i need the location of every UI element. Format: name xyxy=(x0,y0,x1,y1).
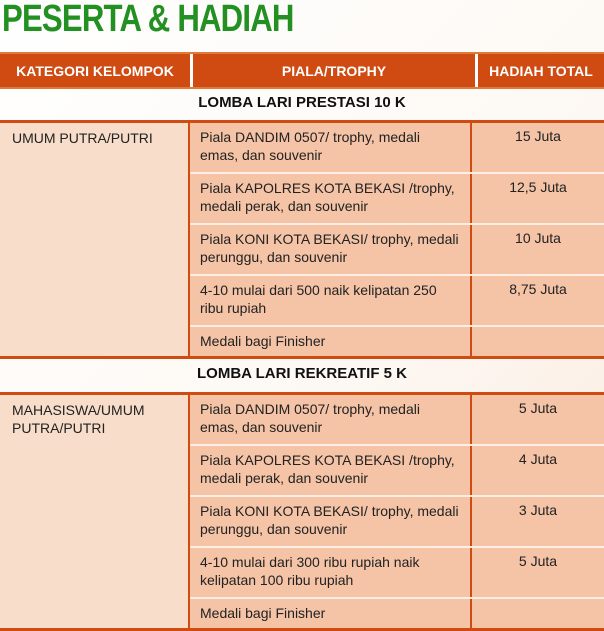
table-row xyxy=(190,446,604,497)
prize-cell: 10 Juta xyxy=(472,225,604,274)
section-title: LOMBA LARI PRESTASI 10 K xyxy=(198,94,406,111)
trophy-cell: Piala KAPOLRES KOTA BEKASI /trophy, medali perak, dan souvenir xyxy=(190,174,472,223)
trophy-cell: Piala DANDIM 0507/ trophy, medali emas, dan souvenir xyxy=(190,395,472,444)
trophy-cell: 4-10 mulai dari 300 ribu rupiah naik kelipatan 100 ribu rupiah xyxy=(190,548,472,597)
trophy-cell: Medali bagi Finisher xyxy=(190,327,472,356)
table-row xyxy=(190,327,604,356)
category-cell: UMUM PUTRA/PUTRI xyxy=(0,123,190,356)
prize-cell xyxy=(472,327,604,356)
table-header xyxy=(0,52,604,89)
table-row xyxy=(190,497,604,548)
prize-cell: 4 Juta xyxy=(472,446,604,495)
table-row xyxy=(190,123,604,174)
table-row xyxy=(190,174,604,225)
header-prize: HADIAH TOTAL xyxy=(489,62,593,79)
section-table xyxy=(0,392,604,631)
prize-cell: 5 Juta xyxy=(472,548,604,597)
table-row xyxy=(190,395,604,446)
prize-cell: 5 Juta xyxy=(472,395,604,444)
prize-cell: 8,75 Juta xyxy=(472,276,604,325)
section-table xyxy=(0,120,604,359)
prize-cell xyxy=(472,599,604,628)
header-trophy: PIALA/TROPHY xyxy=(190,54,478,87)
trophy-cell: Piala KONI KOTA BEKASI/ trophy, medali perunggu, dan souvenir xyxy=(190,497,472,546)
trophy-cell: 4-10 mulai dari 500 naik kelipatan 250 ribu rupiah xyxy=(190,276,472,325)
table-row xyxy=(190,548,604,599)
table-row xyxy=(190,276,604,327)
prize-cell: 12,5 Juta xyxy=(472,174,604,223)
header-category: KATEGORI KELOMPOK xyxy=(16,62,174,79)
table-row xyxy=(190,599,604,628)
trophy-cell: Piala KONI KOTA BEKASI/ trophy, medali perunggu, dan souvenir xyxy=(190,225,472,274)
page-title: PESERTA & HADIAH xyxy=(2,0,294,40)
trophy-cell: Piala DANDIM 0507/ trophy, medali emas, dan souvenir xyxy=(190,123,472,172)
prize-cell: 15 Juta xyxy=(472,123,604,172)
category-cell: MAHASISWA/UMUM PUTRA/PUTRI xyxy=(0,395,190,628)
prize-cell: 3 Juta xyxy=(472,497,604,546)
section-title: LOMBA LARI REKREATIF 5 K xyxy=(197,365,407,382)
trophy-cell: Piala KAPOLRES KOTA BEKASI /trophy, medali perak, dan souvenir xyxy=(190,446,472,495)
table-row xyxy=(190,225,604,276)
trophy-cell: Medali bagi Finisher xyxy=(190,599,472,628)
